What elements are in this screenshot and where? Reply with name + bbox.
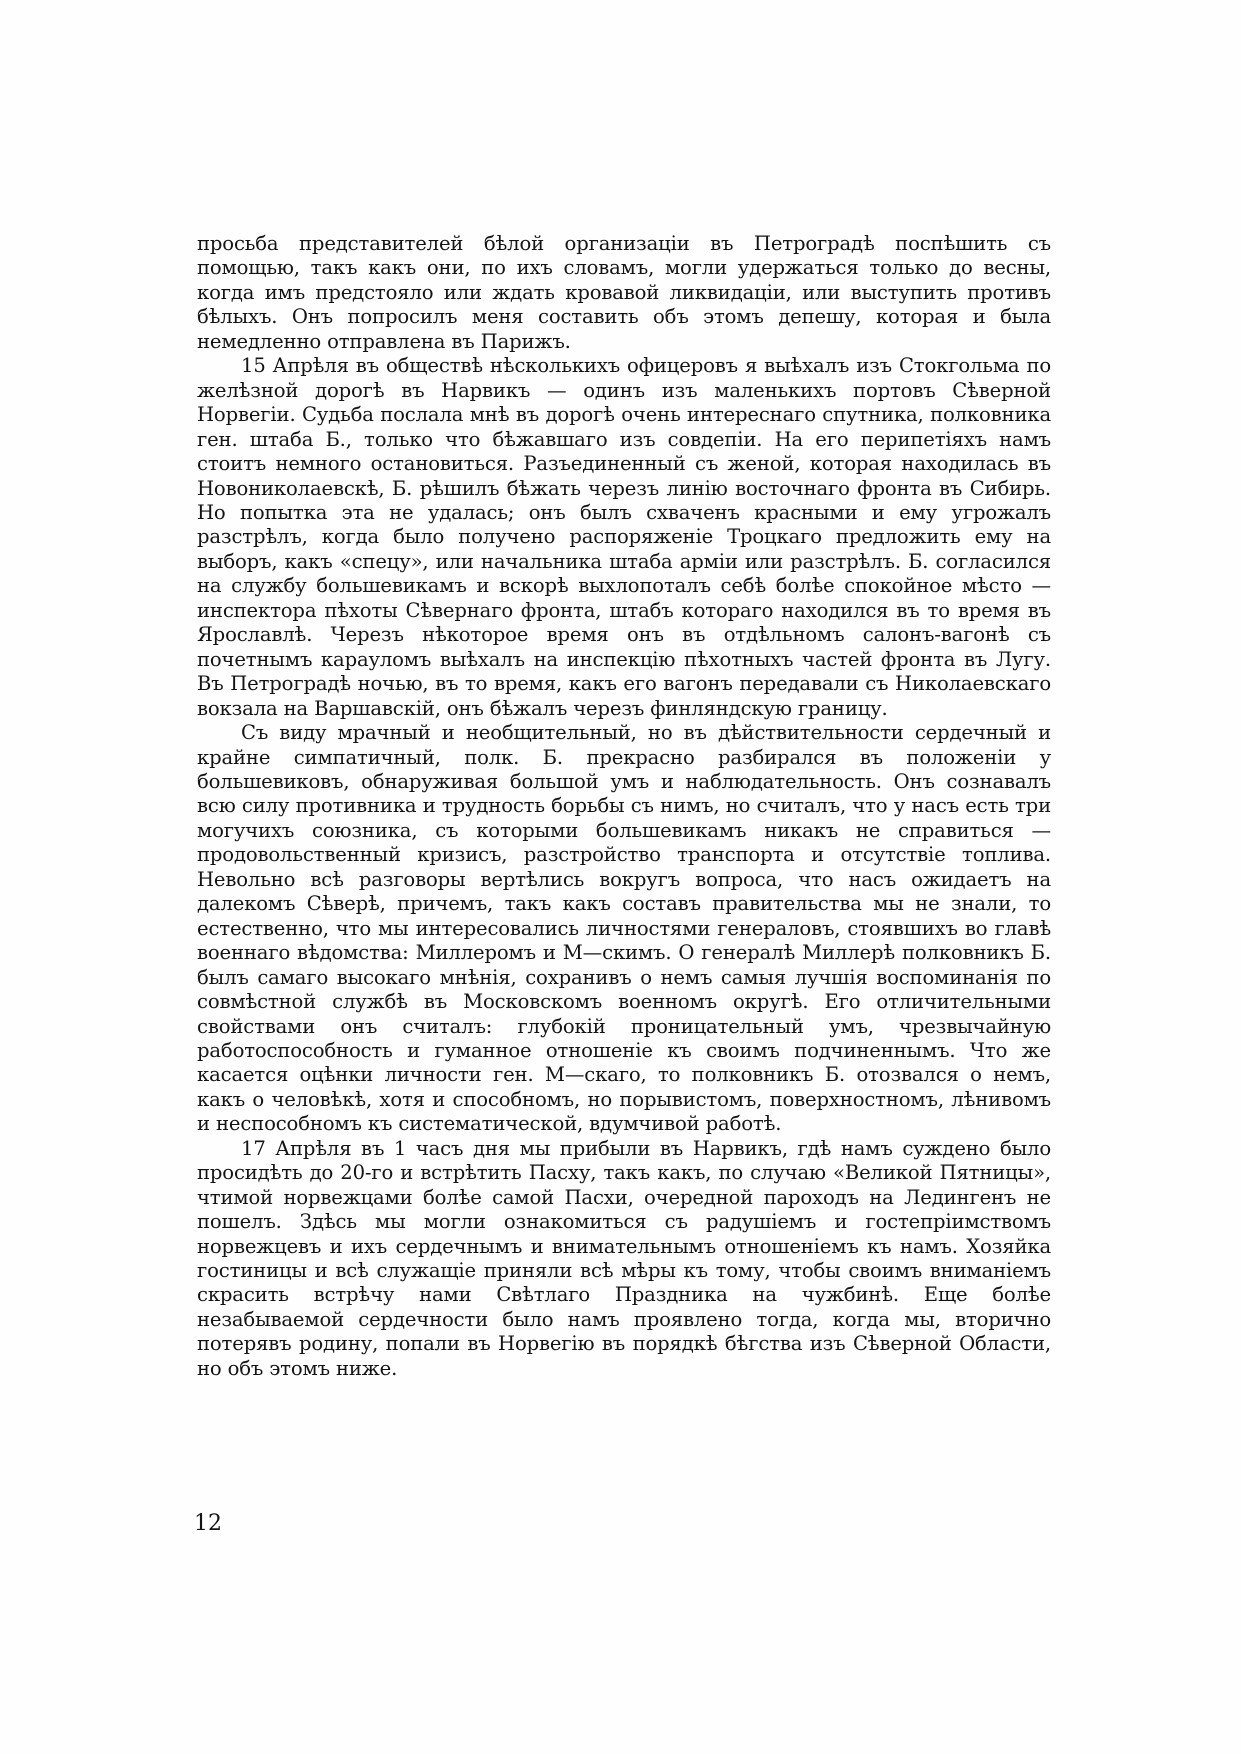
paragraph-3: Съ виду мрачный и необщительный, но въ дѣйствительности сердечный и крайне симпатичный, полк. Б. прекрасно разбирался въ положеніи у большевиковъ, обнаруживая большой умъ и наблюдательность. Онъ сознавалъ всю силу противника и трудность борьбы съ нимъ, но считалъ, что у насъ есть три могучихъ союзника, съ которыми большевикамъ никакъ не справиться — продовольственный кризисъ, разстройство транспорта и отсутствіе топлива. Невольно всѣ разговоры вертѣлись вокругъ вопроса, что насъ ожидаетъ на далекомъ Сѣверѣ, причемъ, такъ какъ составъ правительства мы не знали, то естественно, что мы интересовались личностями генераловъ, стоявшихъ во главѣ военнаго вѣдомства: Миллеромъ и М—скимъ. О генералѣ Миллерѣ полковникъ Б. былъ самаго высокаго мнѣнія, сохранивъ о немъ самыя лучшія воспоминанія по совмѣстной службѣ въ Московскомъ военномъ округѣ. Его отличительными свойствами онъ считалъ: глубокій проницательный умъ, чрезвычайную работоспособность и гуманное отношеніе къ своимъ подчиненнымъ. Что же касается оцѣнки личности ген. М—скаго, то полковникъ Б. отозвался о немъ, какъ о человѣкѣ, хотя и способномъ, но порывистомъ, поверхностномъ, лѣнивомъ и неспособномъ къ систематической, вдумчивой работѣ. <box>197 721 1051 1136</box>
page-number: 12 <box>194 1511 222 1536</box>
body-text <box>197 232 1051 1381</box>
paragraph-1: просьба представителей бѣлой организаціи въ Петроградѣ поспѣшить съ помощью, такъ какъ они, по ихъ словамъ, могли удержаться только до весны, когда имъ предстояло или ждать кровавой ликвидаціи, или выступить противъ бѣлыхъ. Онъ попросилъ меня составить объ этомъ депешу, которая и была немедленно отправлена въ Парижъ. <box>197 232 1051 353</box>
paragraph-2: 15 Апрѣля въ обществѣ нѣсколькихъ офицеровъ я выѣхалъ изъ Стокгольма по желѣзной дорогѣ въ Нарвикъ — одинъ изъ маленькихъ портовъ Сѣверной Норвегіи. Судьба послала мнѣ въ дорогѣ очень интереснаго спутника, полковника ген. штаба Б., только что бѣжавшаго изъ совдепіи. На его перипетіяхъ намъ стоитъ немного остановиться. Разъединенный съ женой, которая находилась въ Новониколаевскѣ, Б. рѣшилъ бѣжать черезъ линію восточнаго фронта въ Сибирь. Но попытка эта не удалась; онъ былъ схваченъ красными и ему угрожалъ разстрѣлъ, когда было получено распоряженіе Троцкаго предложить ему на выборъ, какъ «спецу», или начальника штаба арміи или разстрѣлъ. Б. согласился на службу большевикамъ и вскорѣ выхлопоталъ себѣ болѣе спокойное мѣсто — инспектора пѣхоты Сѣвернаго фронта, штабъ котораго находился въ то время въ Ярославлѣ. Черезъ нѣкоторое время онъ въ отдѣльномъ салонъ-вагонѣ съ почетнымъ карауломъ выѣхалъ на инспекцію пѣхотныхъ частей фронта въ Лугу. Въ Петроградѣ ночью, въ то время, какъ его вагонъ передавали съ Николаевскаго вокзала на Варшавскій, онъ бѣжалъ черезъ финляндскую границу. <box>197 354 1051 720</box>
paragraph-4: 17 Апрѣля въ 1 часъ дня мы прибыли въ Нарвикъ, гдѣ намъ суждено было просидѣть до 20-го и встрѣтить Пасху, такъ какъ, по случаю «Великой Пятницы», чтимой норвежцами болѣе самой Пасхи, очередной пароходъ на Ледингенъ не пошелъ. Здѣсь мы могли ознакомиться съ радушіемъ и гостепріимствомъ норвежцевъ и ихъ сердечнымъ и внимательнымъ отношеніемъ къ намъ. Хозяйка гостиницы и всѣ служащіе приняли всѣ мѣры къ тому, чтобы своимъ вниманіемъ скрасить встрѣчу нами Свѣтлаго Праздника на чужбинѣ. Еще болѣе незабываемой сердечности было намъ проявлено тогда, когда мы, вторично потерявъ родину, попали въ Норвегію въ порядкѣ бѣгства изъ Сѣверной Области, но объ этомъ ниже. <box>197 1136 1051 1380</box>
